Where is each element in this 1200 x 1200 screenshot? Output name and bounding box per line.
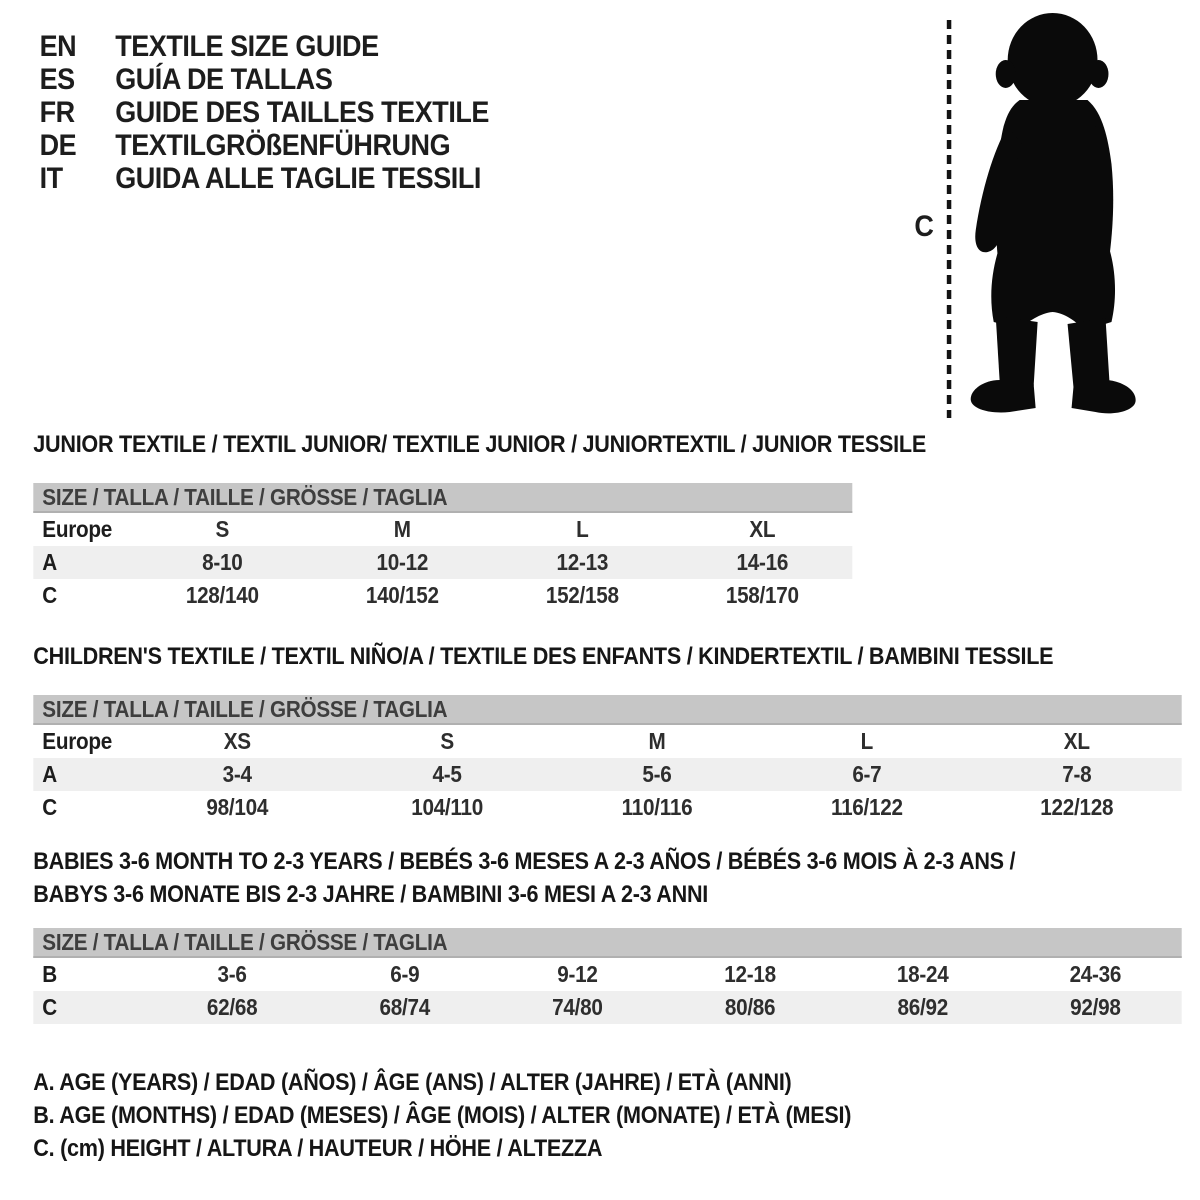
age-value: 12-13 bbox=[556, 549, 609, 575]
row-label: C bbox=[42, 582, 57, 608]
children-sizes-row bbox=[33, 725, 1181, 758]
size-value: S bbox=[440, 728, 454, 754]
children-section-title: CHILDREN'S TEXTILE / TEXTIL NIÑO/A / TEXTILE DES ENFANTS / KINDERTEXTIL / BAMBINI TESSILE bbox=[33, 643, 1054, 670]
age-value: 14-16 bbox=[736, 549, 789, 575]
months-value: 6-9 bbox=[390, 961, 420, 987]
size-header-bar: SIZE / TALLA / TAILLE / GRÖSSE / TAGLIA bbox=[33, 928, 1181, 958]
height-value: 68/74 bbox=[379, 994, 430, 1020]
children-height-row bbox=[33, 791, 1181, 824]
age-value: 5-6 bbox=[642, 761, 672, 787]
size-value: M bbox=[648, 728, 666, 754]
language-code: IT bbox=[39, 162, 63, 195]
language-title-list bbox=[40, 30, 489, 195]
legend-height-cm: C. (cm) HEIGHT / ALTURA / HAUTEUR / HÖHE / ALTEZZA bbox=[33, 1135, 603, 1162]
height-value: 104/110 bbox=[411, 794, 484, 820]
language-title: GUÍA DE TALLAS bbox=[115, 63, 333, 96]
children-size-table bbox=[33, 695, 1181, 824]
junior-age-row bbox=[33, 546, 852, 579]
height-value: 110/116 bbox=[621, 794, 693, 820]
height-value: 158/170 bbox=[725, 582, 799, 608]
row-label: C bbox=[42, 794, 57, 820]
age-value: 7-8 bbox=[1062, 761, 1092, 787]
row-label: C bbox=[42, 994, 57, 1020]
language-code: ES bbox=[39, 63, 75, 96]
size-header-bar: SIZE / TALLA / TAILLE / GRÖSSE / TAGLIA bbox=[33, 483, 852, 513]
age-value: 3-4 bbox=[222, 761, 252, 787]
months-value: 24-36 bbox=[1069, 961, 1122, 987]
size-value: XL bbox=[1063, 728, 1090, 754]
babies-section-title bbox=[33, 845, 1015, 911]
height-value: 116/122 bbox=[830, 794, 903, 820]
size-value: L bbox=[576, 516, 589, 542]
language-row-es bbox=[40, 63, 489, 96]
region-label: Europe bbox=[42, 516, 112, 542]
babies-title-line1: BABIES 3-6 MONTH TO 2-3 YEARS / BEBÉS 3-6 MESES A 2-3 AÑOS / BÉBÉS 3-6 MOIS À 2-3 ANS / bbox=[33, 848, 1016, 875]
height-measure-label: C bbox=[914, 210, 934, 243]
legend-age-years: A. AGE (YEARS) / EDAD (AÑOS) / ÂGE (ANS) / ALTER (JAHRE) / ETÀ (ANNI) bbox=[33, 1069, 792, 1096]
language-title: TEXTILE SIZE GUIDE bbox=[115, 30, 379, 63]
height-value: 152/158 bbox=[545, 582, 619, 608]
age-value: 4-5 bbox=[432, 761, 462, 787]
row-label: A bbox=[42, 549, 57, 575]
region-label: Europe bbox=[42, 728, 112, 754]
height-measure-dashed-line bbox=[947, 20, 952, 418]
junior-section-title: JUNIOR TEXTILE / TEXTIL JUNIOR/ TEXTILE JUNIOR / JUNIORTEXTIL / JUNIOR TESSILE bbox=[33, 431, 926, 458]
height-value: 92/98 bbox=[1070, 994, 1121, 1020]
row-label: A bbox=[42, 761, 57, 787]
language-title: GUIDE DES TAILLES TEXTILE bbox=[115, 96, 489, 129]
language-code: EN bbox=[39, 30, 77, 63]
age-value: 10-12 bbox=[376, 549, 429, 575]
months-value: 18-24 bbox=[896, 961, 949, 987]
height-value: 74/80 bbox=[552, 994, 603, 1020]
legend bbox=[33, 1066, 851, 1165]
age-value: 6-7 bbox=[852, 761, 882, 787]
size-value: M bbox=[393, 516, 411, 542]
size-value: L bbox=[860, 728, 874, 754]
junior-height-row bbox=[33, 579, 852, 612]
language-title: GUIDA ALLE TAGLIE TESSILI bbox=[115, 162, 481, 195]
language-code: FR bbox=[39, 96, 75, 129]
toddler-silhouette-icon bbox=[956, 8, 1149, 420]
age-value: 8-10 bbox=[202, 549, 243, 575]
legend-age-months: B. AGE (MONTHS) / EDAD (MESES) / ÂGE (MOIS) / ALTER (MONATE) / ETÀ (MESI) bbox=[33, 1102, 852, 1129]
months-value: 3-6 bbox=[217, 961, 247, 987]
language-code: DE bbox=[39, 129, 77, 162]
language-row-it bbox=[40, 162, 489, 195]
months-value: 12-18 bbox=[724, 961, 776, 987]
junior-size-table bbox=[33, 483, 852, 612]
height-value: 98/104 bbox=[206, 794, 269, 820]
language-row-fr bbox=[40, 96, 489, 129]
babies-height-row bbox=[33, 991, 1181, 1024]
row-label: B bbox=[42, 961, 57, 987]
language-row-en bbox=[40, 30, 489, 63]
size-value: XS bbox=[223, 728, 251, 754]
months-value: 9-12 bbox=[557, 961, 598, 987]
size-value: XL bbox=[749, 516, 776, 542]
language-title: TEXTILGRÖßENFÜHRUNG bbox=[115, 129, 451, 162]
babies-size-table bbox=[33, 928, 1181, 1024]
babies-months-row bbox=[33, 958, 1181, 991]
junior-sizes-row bbox=[33, 513, 852, 546]
height-value: 128/140 bbox=[185, 582, 259, 608]
children-age-row bbox=[33, 758, 1181, 791]
language-row-de bbox=[40, 129, 489, 162]
height-value: 86/92 bbox=[897, 994, 948, 1020]
height-value: 122/128 bbox=[1040, 794, 1114, 820]
height-value: 62/68 bbox=[206, 994, 258, 1020]
babies-title-line2: BABYS 3-6 MONATE BIS 2-3 JAHRE / BAMBINI 3-6 MESI A 2-3 ANNI bbox=[33, 881, 709, 908]
size-value: S bbox=[215, 516, 230, 542]
height-value: 140/152 bbox=[365, 582, 439, 608]
size-header-bar: SIZE / TALLA / TAILLE / GRÖSSE / TAGLIA bbox=[33, 695, 1181, 725]
height-value: 80/86 bbox=[724, 994, 776, 1020]
